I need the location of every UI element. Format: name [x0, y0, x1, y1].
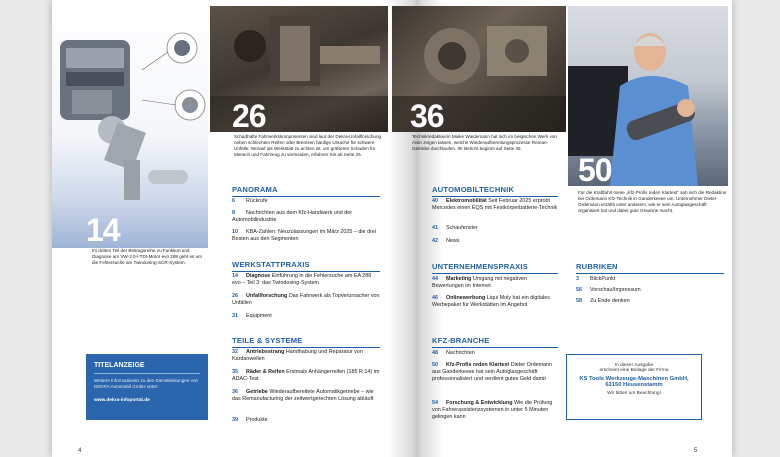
gearbox-caption: Technikredakteurin Maike Wiedemann hat sich im belgischen Werk von Aisin zeigen lassen, welche Wiederaufbereitungsprozesse Reman-Getriebe durchlaufen. Ihr Bericht beginnt auf Seite 36.	[412, 134, 557, 151]
beilage-note: Wir bitten um Beachtung!	[607, 391, 661, 396]
story-number-50: 50	[578, 152, 612, 188]
toc-item[interactable]: 36 Getriebe Wiederaufbereitete Automatikgetriebe – wie das Remanufacturing der zeitwertgerechten Lösung abläuft	[232, 389, 374, 402]
toc-item[interactable]: 10 KBA-Zahlen: Neuzulassungen im März 2025 – die drei Besten aus den Segmenten	[232, 229, 377, 242]
toc-item[interactable]: 42 News	[432, 238, 460, 244]
story-number-36: 36	[410, 98, 444, 134]
beilage-line2: erscheint eine Beilage der Firma	[599, 368, 669, 373]
beilage-line1: In dieser Ausgabe	[614, 363, 654, 368]
toc-item[interactable]: 48 Nachrichten	[432, 350, 475, 356]
toc-item[interactable]: 8 Nachrichten aus dem Kfz-Handwerk und der Automobilindustrie	[232, 210, 353, 223]
mechanic-caption: Für die Kraftfahrt-Serie „Kfz-Profis reden Klartext“ sah sich die Redaktion bei Ordemann Kfz-Technik in Ganderkesee um. Unternehmer Dieter Ordemann erzählt unter anderem, wie er sein Autoglasgeschäft organisiert hat und dabei gute Gewinne macht.	[578, 190, 727, 213]
page-number-left: 4	[78, 448, 82, 454]
toc-item[interactable]: 26 Unfallforschung Das Fahrwerk als Topverursacher von Unfällen	[232, 293, 380, 306]
toc-item[interactable]: 54 Forschung & Entwicklung Wie die Prüfung von Fahrerassistenzsystemen in unter 5 Minuten gelingen kann	[432, 400, 553, 420]
toc-item[interactable]: 14 Diagnose Einführung in die Fehlersuche am EA 288 evo – Teil 3: das Twindosing-System	[232, 273, 372, 286]
titelanzeige-divider	[94, 373, 200, 374]
story-number-26: 26	[232, 98, 266, 134]
story-number-14: 14	[86, 212, 120, 248]
section-rubriken-heading: RUBRIKEN	[576, 262, 724, 274]
toc-item[interactable]: 50 Kfz-Profis reden Klartext Dieter Ordemann aus Ganderkesee hat sein Autoglasgeschäft professionalisiert und verdient gutes Geld damit	[432, 362, 553, 382]
section-automobiltechnik-heading: AUTOMOBILTECHNIK	[432, 185, 558, 197]
beilage-company: KS Tools Werkzeuge-Maschinen GmbH,	[579, 376, 689, 382]
engine-caption: Im dritten Teil der Beitragsreihe zu Funktion und Diagnose am VW-2.0-l-TDI-Motor evo 288 geht es um die Fehlersuche am Twindosing-SCR-System.	[92, 248, 202, 265]
toc-item[interactable]: 35 Räder & Reifen Erstmals Anhängerreifen (185 R 14) im ADAC-Test	[232, 369, 380, 382]
titelanzeige-text: Weitere Informationen zu den Dienstleistungen von DEKRA Automobil GmbH unter:	[94, 378, 199, 389]
section-panorama-heading: PANORAMA	[232, 185, 380, 197]
toc-item[interactable]: 3 BlickPunkt	[576, 276, 616, 282]
section-unternehmenspraxis-heading: UNTERNEHMENSPRAXIS	[432, 262, 558, 274]
engine-graphic	[52, 0, 208, 248]
suspension-caption: Schadhafte Fahrwerkskomponenten sind laut der Dekra-Unfallforschung neben schlechten Reifen oder Bremsen häufige Ursache für schwere Unfälle. Worauf als Werkstatt zu achten ist, um größeren Schaden für Mensch und Fahrzeug zu vermeiden, erfahren Sie ab Seite 26.	[234, 134, 382, 157]
titelanzeige-box	[86, 354, 208, 420]
engine-illustration	[52, 0, 208, 248]
page-number-right: 5	[694, 448, 698, 454]
toc-item[interactable]: 32 Antriebsstrang Handhabung und Reparatur von Kardanwellen	[232, 349, 363, 362]
section-werkstattpraxis-heading: WERKSTATTPRAXIS	[232, 260, 380, 272]
beilage-city: 63150 Heusenstamm	[605, 382, 663, 388]
toc-item[interactable]: 40 Elektromobilität Seit Februar 2025 erprobt Mercedes einen EQS mit Festkörperbatterie-Technik	[432, 198, 558, 211]
section-teile-systeme-heading: TEILE & SYSTEME	[232, 336, 380, 348]
titelanzeige-link[interactable]: www.dekra-infoportal.de	[94, 398, 150, 403]
toc-item[interactable]: 44 Marketing Umgang mit negativen Bewertungen im Internet	[432, 276, 527, 289]
toc-item[interactable]: 58 Zu Ende denken	[576, 298, 630, 304]
beilage-box	[566, 354, 702, 420]
toc-item[interactable]: 46 Onlinewerbung Liqui Moly hat ein digitales Werbepaket für Werkstätten im Angebot	[432, 295, 550, 308]
section-kfz-branche-heading: KFZ-BRANCHE	[432, 336, 558, 348]
toc-item[interactable]: 56 Vorschau/Impressum	[576, 287, 641, 293]
toc-item[interactable]: 39 Produkte	[232, 417, 268, 423]
magazine-spread	[52, 0, 732, 457]
toc-item[interactable]: 6 Rückrufe	[232, 198, 268, 204]
toc-item[interactable]: 31 Equipment	[232, 313, 272, 319]
titelanzeige-heading: TITELANZEIGE	[94, 362, 145, 369]
toc-item[interactable]: 41 Schaufenster	[432, 225, 478, 231]
